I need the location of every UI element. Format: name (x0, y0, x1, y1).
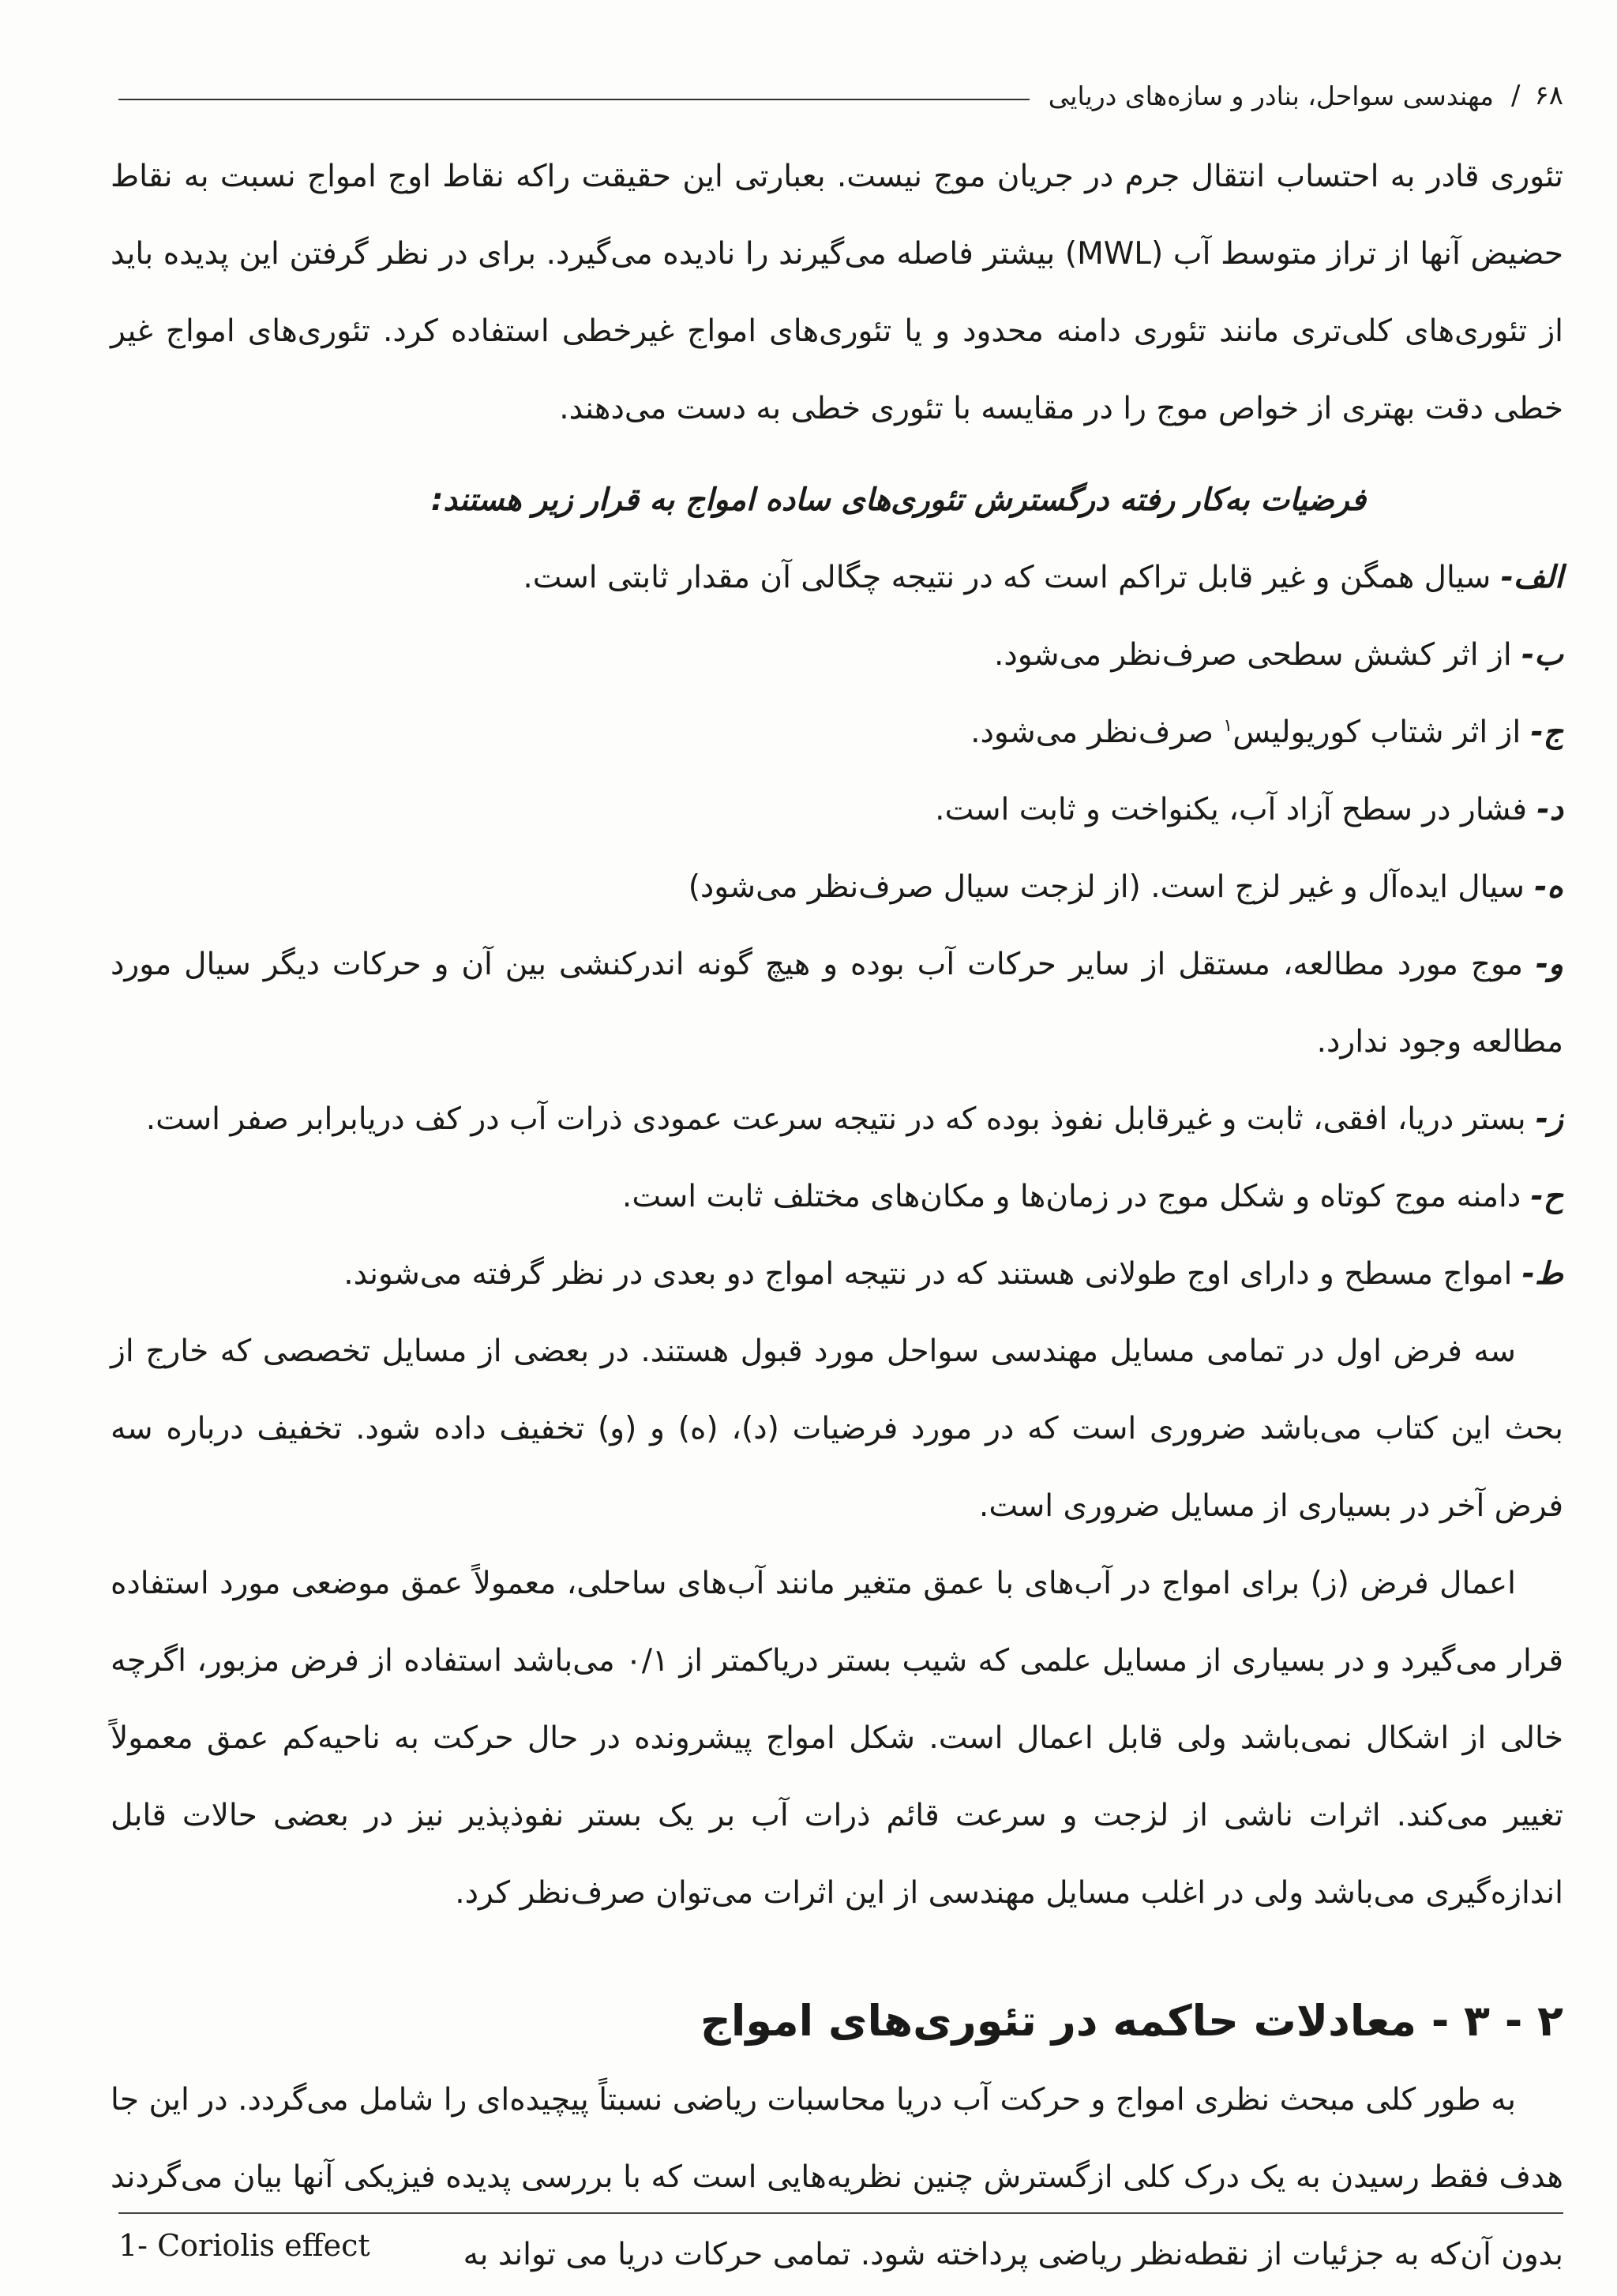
assumption-item (111, 926, 1563, 1081)
intro-paragraph (111, 138, 1563, 448)
running-header (118, 76, 1563, 115)
assumption-text: از اثر شتاب کوریولیس (1232, 715, 1531, 750)
assumption-item (111, 1158, 1563, 1236)
assumption-label: و- (1535, 947, 1563, 982)
assumption-item (111, 771, 1563, 849)
assumption-item (111, 1081, 1563, 1158)
intro-line: گرفتن این پدیده باید از تئوری‌های کلی‌تری مانند تئوری دامنه محدود و یا تئوری‌های امواج غیرخطی استفاده کرد. (111, 236, 1563, 349)
book-title: مهندسی سواحل، بنادر و سازه‌های دریایی (1048, 80, 1494, 111)
header-rule (118, 99, 1030, 100)
assumption-text: امواج مسطح و دارای اوج طولانی هستند که در نتیجه امواج دو بعدی در نظر گرفته می‌شوند. (343, 1256, 1522, 1292)
intro-line: تئوری قادر به احتساب انتقال جرم در جریان موج نیست. بعبارتی این حقیقت راکه نقاط اوج امواج نسبت (219, 159, 1563, 194)
page-number: ۶۸ (1534, 80, 1563, 111)
intro-line: به نقاط حضیض آنها از تراز متوسط آب (MWL) بیشتر فاصله می‌گیرند را نادیده می‌گیرد. برای در نظر (111, 159, 1564, 272)
header-separator: / (1511, 80, 1521, 111)
assumption-item (111, 539, 1563, 617)
assumption-item (111, 617, 1563, 694)
assumption-item (111, 1236, 1563, 1313)
assumption-text: دامنه موج کوتاه و شکل موج در زمان‌ها و مکان‌های مختلف ثابت است. (621, 1179, 1531, 1214)
assumption-label: ج- (1530, 715, 1563, 750)
assumption-label: ه- (1534, 869, 1563, 905)
assumption-text-after: صرف‌نظر می‌شود. (970, 715, 1224, 750)
assumption-label: ح- (1530, 1179, 1563, 1214)
footnote-marker: ۱ (1223, 716, 1233, 736)
assumption-label: ط- (1521, 1256, 1563, 1292)
assumption-text: فشار در سطح آزاد آب، یکنواخت و ثابت است. (935, 792, 1537, 827)
intro-line: تئوری‌های امواج غیر خطی دقت بهتری از خواص موج را در مقایسه با تئوری خطی به دست می‌دهند. (111, 313, 1563, 426)
assumption-text: بستر دریا، افقی، ثابت و غیرقابل نفوذ بوده که در نتیجه سرعت عمودی ذرات آب در کف دریابرابر صفر است. (145, 1101, 1536, 1137)
assumption-text: از اثر کشش سطحی صرف‌نظر می‌شود. (993, 637, 1522, 673)
assumption-text: سیال همگن و غیر قابل تراکم است که در نتیجه چگالی آن مقدار ثابتی است. (523, 560, 1501, 595)
section-title: ۲ - ۳ - معادلات حاکمه در تئوری‌های امواج (700, 1996, 1563, 2046)
footnote-rule (118, 2212, 1563, 2214)
paragraph-assumption-z: اعمال فرض (ز) برای امواج در آب‌های با عمق متغیر مانند آب‌های ساحلی، معمولاً عمق موضعی مورد استفاده قرار می‌گیرد و در بسیاری از مسایل علمی که شیب بستر دریاکمتر از ۰/۱ می‌باشد استفاده از فرض مزبور، اگرچه خالی از اشکال نمی‌باشد ولی قابل اعمال است. شکل امواج پیشرونده در حال حرکت به ناحیه‌کم عمق معمولاً تغییر می‌کند. اثرات ناشی از لزجت و سرعت قائم ذرات آب بر یک بستر نفوذپذیر نیز در بعضی حالات قابل اندازه‌گیری می‌باشد ولی در اغلب مسایل مهندسی از این اثرات می‌توان صرف‌نظر کرد. (111, 1566, 1564, 1911)
assumption-item (111, 694, 1563, 771)
assumption-text: موج مورد مطالعه، مستقل از سایر حرکات آب بوده و هیچ گونه اندرکنشی بین آن و حرکات دیگر سیال مورد مطالعه وجود ندارد. (111, 947, 1563, 1060)
paragraph-assumptions-scope: سه فرض اول در تمامی مسایل مهندسی سواحل مورد قبول هستند. در بعضی از مسایل تخصصی که خارج از بحث این کتاب می‌باشد ضروری است که در مورد فرضیات (د)، (ه) و (و) تخفیف داده شود. تخفیف درباره سه فرض آخر در بسیاری از مسایل ضروری است. (111, 1334, 1563, 1524)
assumption-label: ز- (1535, 1101, 1563, 1137)
assumptions-heading: فرضیات به‌کار رفته درگسترش تئوری‌های ساده امواج به قرار زیر هستند: (430, 482, 1366, 518)
assumption-label: د- (1536, 792, 1563, 827)
footnote: 1- Coriolis effect (118, 2228, 370, 2263)
assumption-item (111, 849, 1563, 926)
page-body (111, 138, 1563, 2294)
assumption-label: الف- (1500, 560, 1563, 595)
paragraph-governing-equations: به طور کلی مبحث نظری امواج و حرکت آب دریا محاسبات ریاضی نسبتاً پیچیده‌ای را شامل می‌گردد. در این جا هدف فقط رسیدن به یک درک کلی ازگسترش چنین نظریه‌هایی است که با بررسی پدیده فیزیکی آنها بیان می‌گردند بدون آن‌که به جزئیات از نقطه‌نظر ریاضی پرداخته شود. تمامی حرکات دریا می تواند به (111, 2082, 1563, 2272)
assumption-label: ب- (1521, 637, 1563, 673)
assumption-text: سیال ایده‌آل و غیر لزج است. (از لزجت سیال صرف‌نظر می‌شود) (688, 869, 1535, 905)
